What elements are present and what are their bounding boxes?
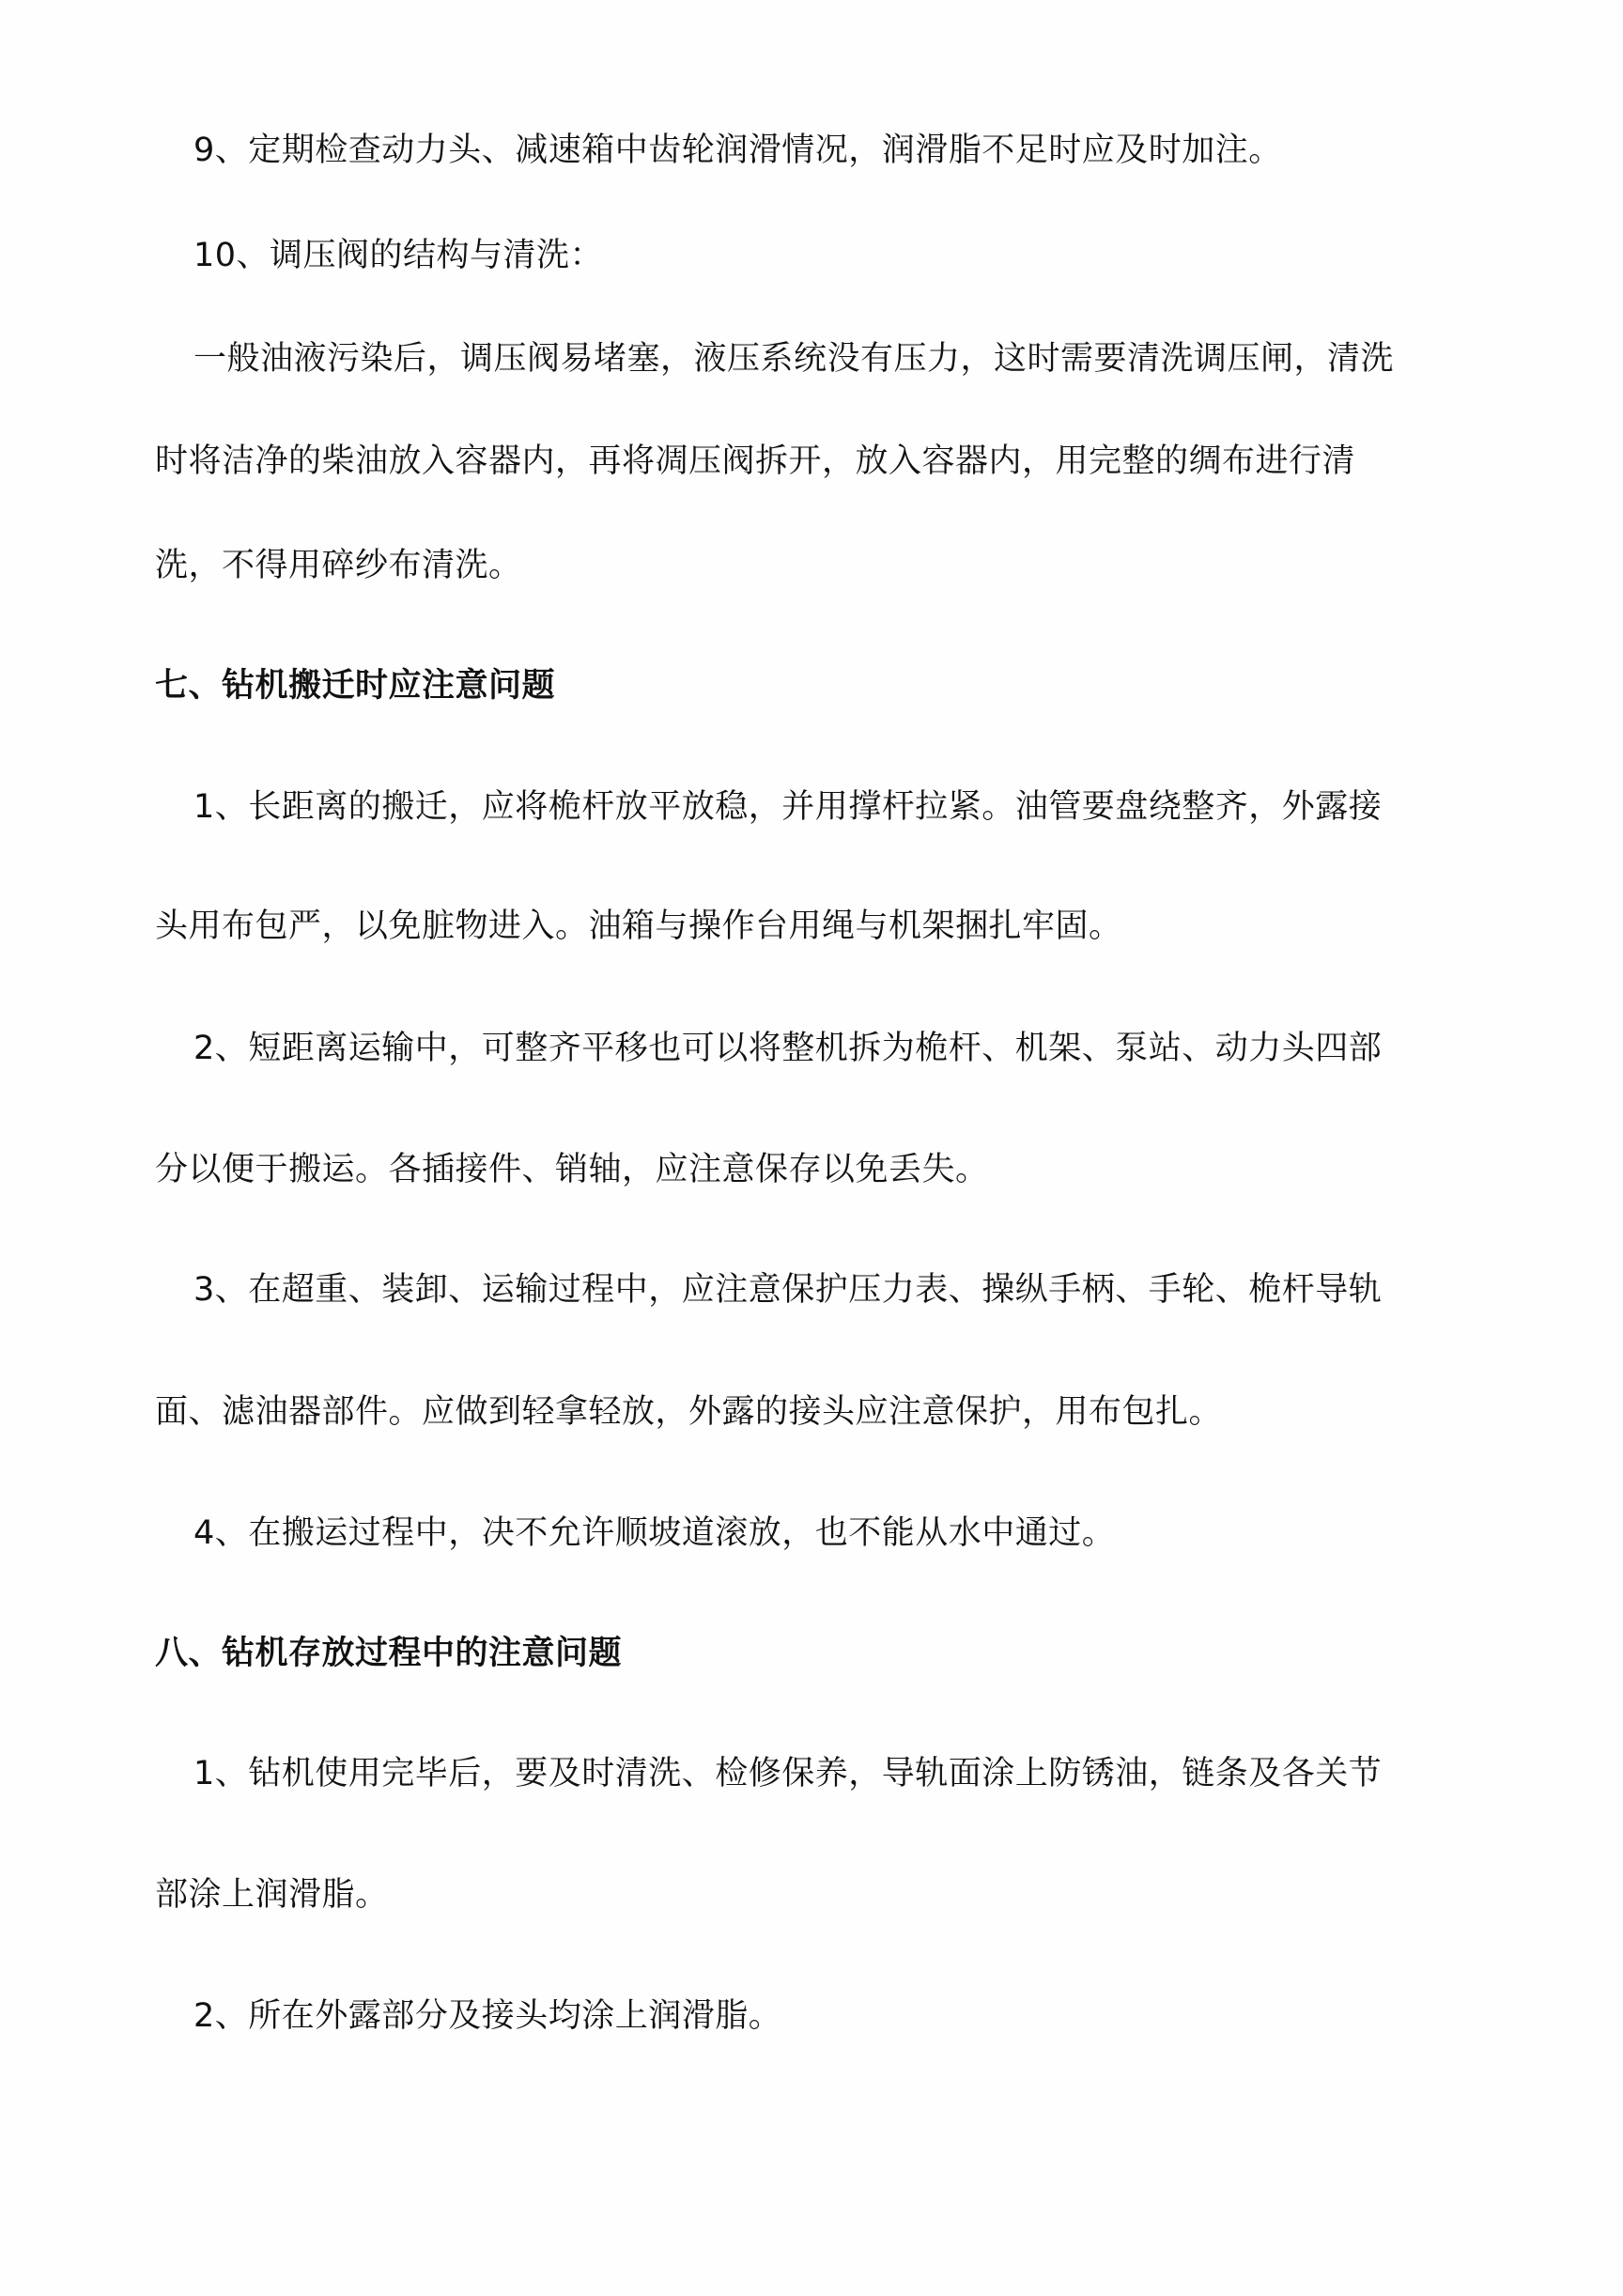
paragraph-line: 一般油液污染后，调压阀易堵塞，液压系统没有压力，这时需要清洗调压闸，清洗 [193,340,1395,378]
paragraph-line: 1、长距离的搬迁，应将桅杆放平放稳，并用撑杆拉紧。油管要盘绕整齐，外露接 [193,788,1383,826]
paragraph-line: 4、在搬运过程中，决不允许顺坡道滚放，也不能从水中通过。 [193,1514,1116,1552]
paragraph-line: 面、滤油器部件。应做到轻拿轻放，外露的接头应注意保护，用布包扎。 [155,1393,1223,1431]
paragraph-item-9: 9、定期检查动力头、减速箱中齿轮润滑情况，润滑脂不足时应及时加注。 [193,132,1282,169]
paragraph-line: 2、短距离运输中，可整齐平移也可以将整机拆为桅杆、机架、泵站、动力头四部 [193,1030,1383,1067]
paragraph-line: 部涂上润滑脂。 [155,1876,389,1914]
paragraph-line: 2、所在外露部分及接头均涂上润滑脂。 [193,1997,782,2035]
section-heading-8: 八、钻机存放过程中的注意问题 [155,1635,623,1672]
paragraph-line: 头用布包严，以免脏物进入。油箱与操作台用绳与机架捆扎牢固。 [155,908,1122,945]
section-heading-7: 七、钻机搬迁时应注意问题 [155,667,556,705]
paragraph-line: 3、在超重、装卸、运输过程中，应注意保护压力表、操纵手柄、手轮、桅杆导轨 [193,1271,1383,1309]
paragraph-line: 分以便于搬运。各插接件、销轴，应注意保存以免丢失。 [155,1151,989,1188]
paragraph-line: 时将洁净的柴油放入容器内，再将凋压阀拆开，放入容器内，用完整的绸布进行清 [155,442,1356,480]
paragraph-line: 洗，不得用碎纱布清洗。 [155,547,522,584]
paragraph-line: 1、钻机使用完毕后，要及时清洗、检修保养，导轨面涂上防锈油，链条及各关节 [193,1755,1383,1792]
paragraph-item-10-title: 10、调压阀的结构与清洗： [193,237,604,274]
